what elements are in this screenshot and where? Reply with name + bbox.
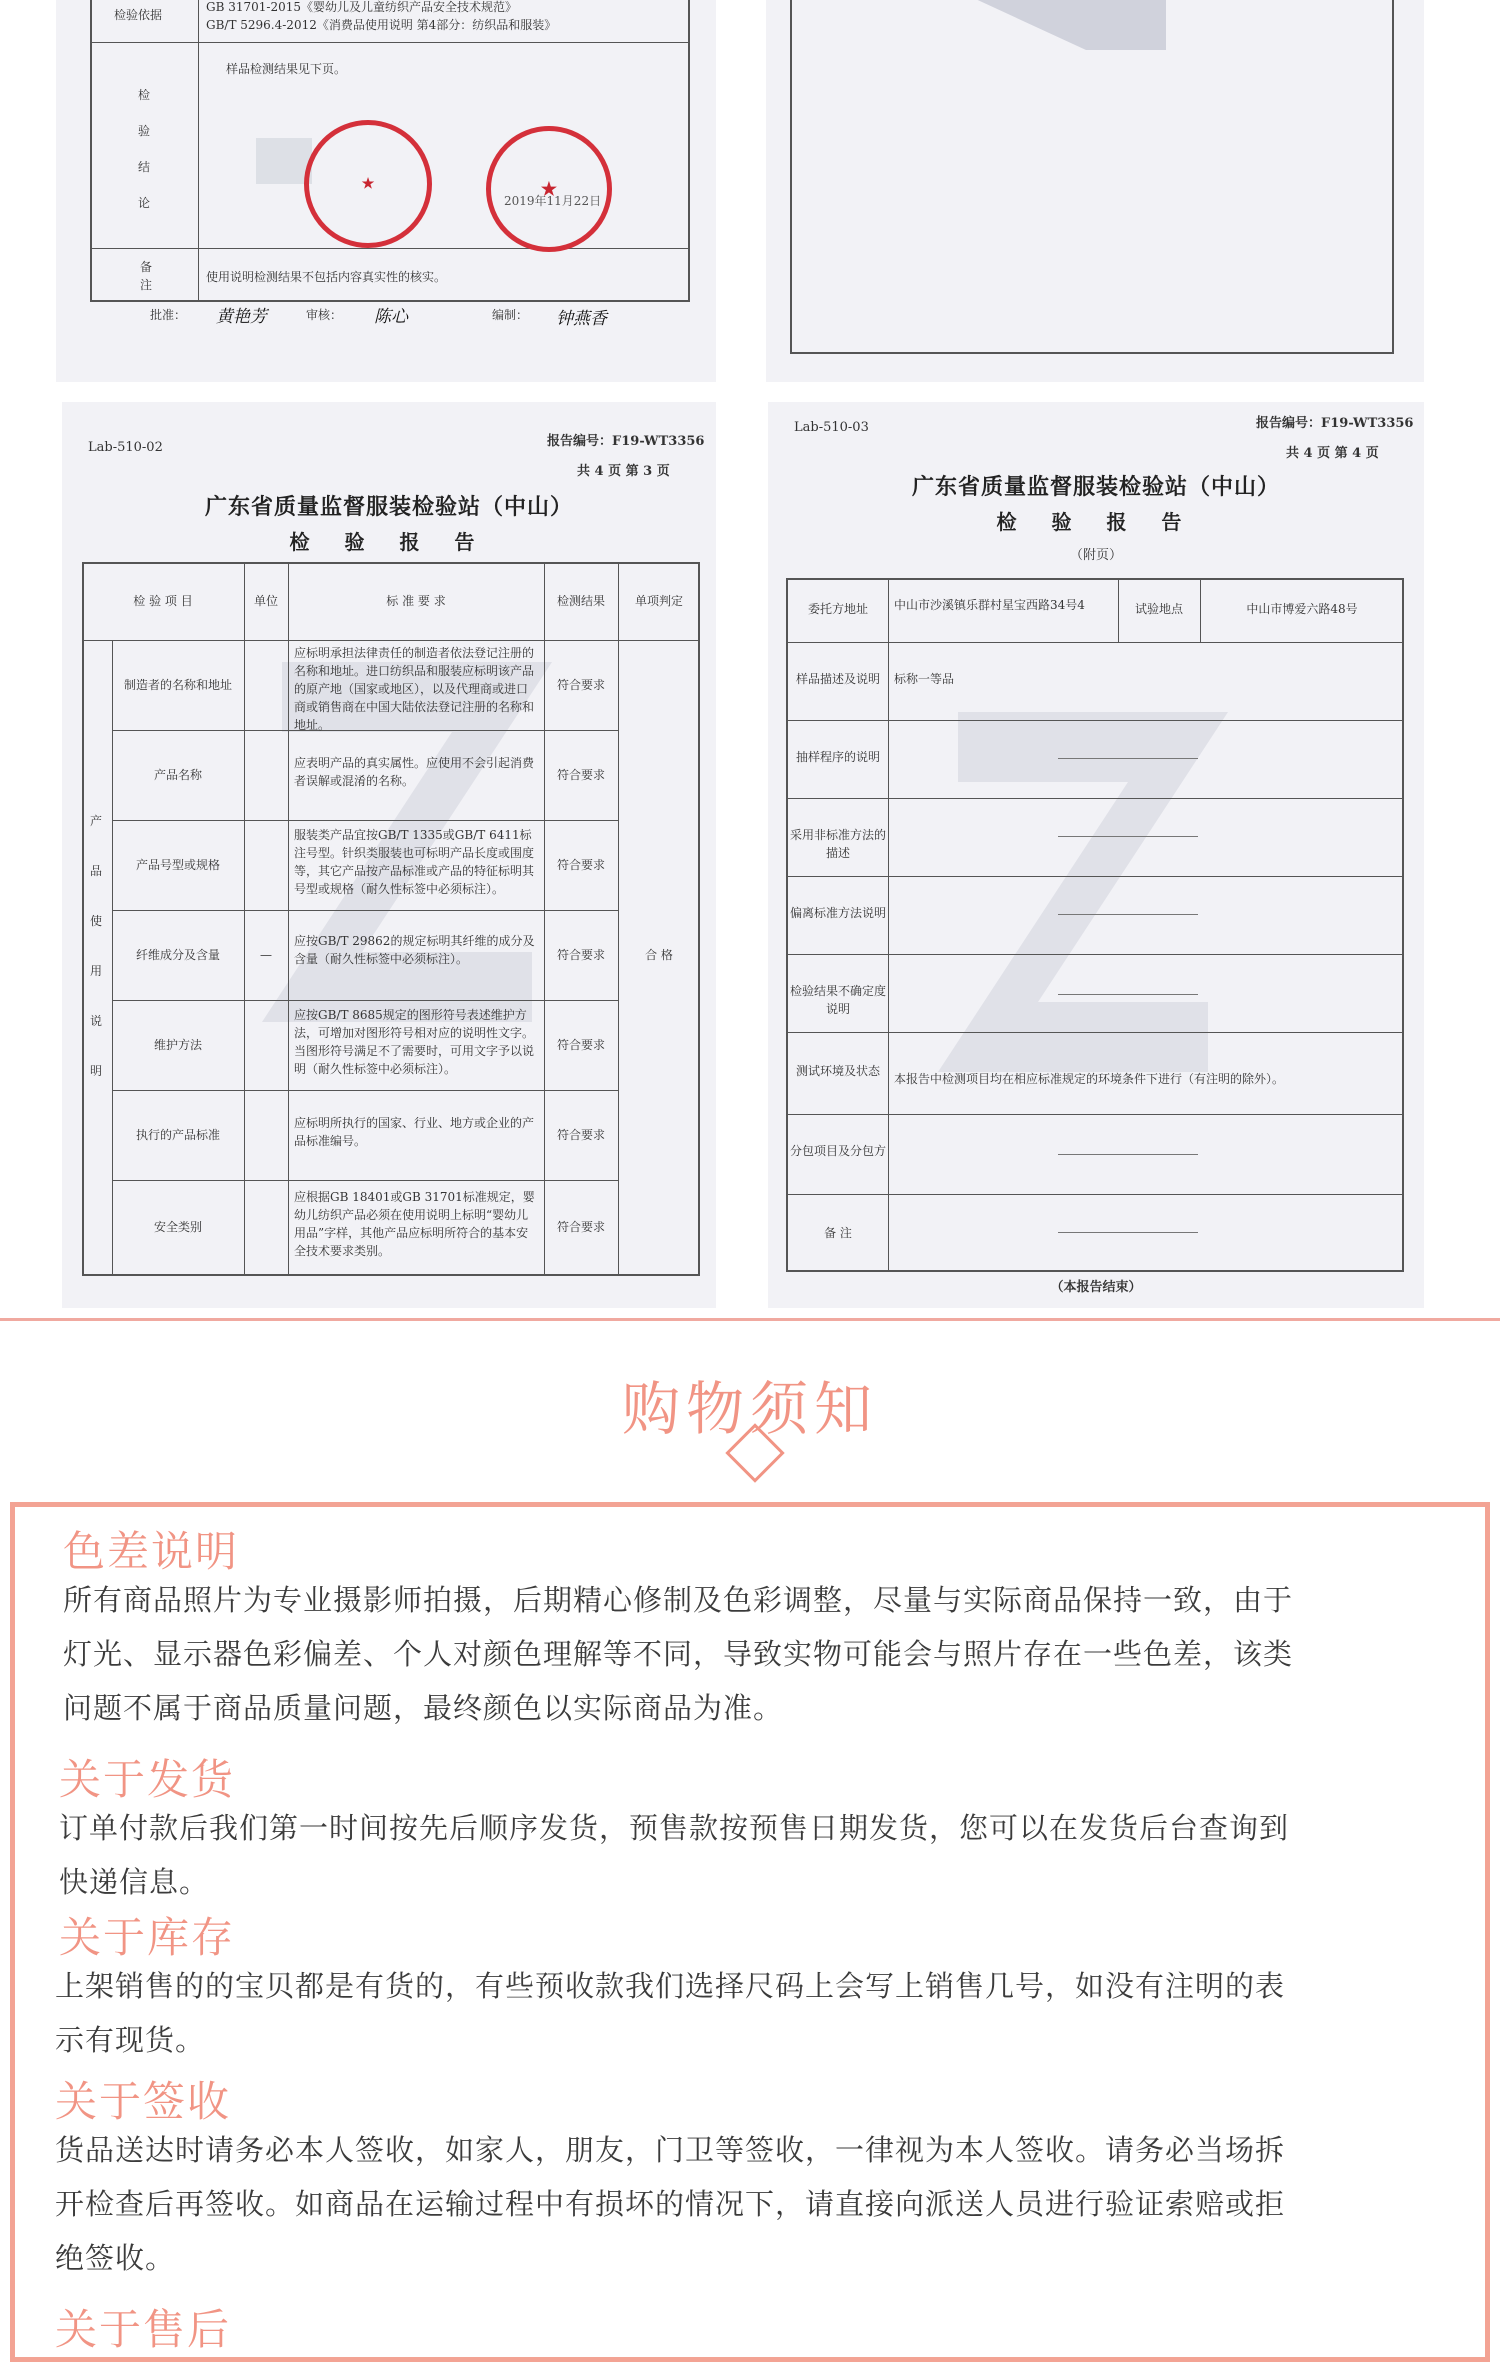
header-judgement: 单项判定 (634, 594, 683, 608)
row-requirement: 应按GB/T 8685规定的图形符号表述维护方法，可增加对图形符号相对应的说明性文字。当图形符号满足不了需要时，可用文字予以说明（耐久性标签中必须标注）。 (294, 1008, 535, 1076)
body-line: 开检查后再签收。如商品在运输过程中有损坏的情况下，请直接向派送人员进行验证索赔或拒 (55, 2187, 1286, 2221)
row-requirement: 应标明所执行的国家、行业、地方或企业的产品标准编号。 (294, 1116, 535, 1148)
body-line: 上架销售的的宝贝都是有货的，有些预收款我们选择尺码上会写上销售几号，如没有注明的表 (55, 1969, 1286, 2003)
doc-code: Lab-510-02 (88, 440, 163, 455)
report-number: 报告编号：F19-WT3356 (547, 434, 705, 449)
header-requirement: 标 准 要 求 (386, 594, 446, 608)
remark-label-2: 注 (140, 278, 153, 292)
review-signature: 陈心 (374, 307, 408, 327)
row-unit: — (260, 948, 272, 962)
row-requirement: 应根据GB 18401或GB 31701标准规定，婴幼儿纺织产品必须在使用说明上标明“婴幼儿用品”字样，其他产品应标明所符合的基本安全技术要求类别。 (294, 1190, 535, 1258)
heading-shipping: 关于发货 (59, 1755, 236, 1804)
page-number: 共 4 页 第 3 页 (577, 464, 670, 479)
row-result: 符合要求 (556, 1128, 605, 1142)
body-line: 快递信息。 (59, 1865, 210, 1899)
basis-label: 检验依据 (114, 8, 163, 22)
compile-label: 编制： (492, 308, 529, 322)
remark-label-1: 备 (140, 260, 153, 274)
annex-row-value: 标称一等品 (894, 672, 955, 686)
row-result: 符合要求 (556, 948, 605, 962)
row-requirement: 应表明产品的真实属性。应使用不会引起消费者误解或混淆的名称。 (294, 756, 535, 788)
heading-color-difference: 色差说明 (63, 1527, 240, 1576)
org-title: 广东省质量监督服装检验站（中山） (204, 494, 573, 520)
header-unit: 单位 (253, 594, 278, 608)
row-requirement: 应按GB/T 29862的规定标明其纤维的成分及含量（耐久性标签中必须标注）。 (294, 934, 535, 966)
annex-row-value: 本报告中检测项目均在相应标准规定的环境条件下进行（有注明的除外）。 (894, 1072, 1285, 1086)
conclusion-label-4: 论 (138, 196, 151, 210)
remark-text: 使用说明检测结果不包括内容真实性的核实。 (206, 270, 447, 284)
body-line: 货品送达时请务必本人签收，如家人，朋友，门卫等签收，一律视为本人签收。请务必当场拆 (55, 2133, 1286, 2167)
annex-row-label: 测试环境及状态 (795, 1064, 880, 1078)
annex-row-label: 检验结果不确定度说明 (790, 984, 887, 1016)
notice-box (10, 1502, 1490, 2362)
row-requirement: 服装类产品宜按GB/T 1335或GB/T 6411标注号型。针织类服装也可标明产品长度或围度等，其它产品按产品标准或产品的特征标明其号型或规格（耐久性标签中必须标注）。 (294, 828, 535, 896)
row-item: 产品名称 (153, 768, 202, 782)
body-line: 订单付款后我们第一时间按先后顺序发货，预售款按预售日期发货，您可以在发货后台查询到 (59, 1811, 1290, 1845)
group-label-char: 产 (90, 814, 103, 828)
org-title: 广东省质量监督服装检验站（中山） (911, 474, 1280, 500)
annex-row-label: 样品描述及说明 (795, 672, 880, 686)
compile-signature: 钟燕香 (556, 309, 607, 329)
body-line: 所有商品照片为专业摄影师拍摄，后期精心修制及色彩调整，尽量与实际商品保持一致，由于 (63, 1583, 1294, 1617)
row-result: 符合要求 (556, 858, 605, 872)
row-item: 维护方法 (153, 1038, 202, 1052)
row-requirement: 应标明承担法律责任的制造者依法登记注册的名称和地址。进口纺织品和服装应标明该产品的原产地（国家或地区），以及代理商或进口商或销售商在中国大陆依法登记注册的名称和地址。 (294, 646, 535, 732)
annex-row-label: 采用非标准方法的描述 (790, 828, 887, 860)
annex-row-label: 委托方地址 (807, 602, 868, 616)
test-site-label: 试验地点 (1134, 602, 1183, 616)
overall-judgement: 合 格 (645, 948, 673, 962)
report-page-4 (768, 402, 1424, 1308)
row-item: 制造者的名称和地址 (123, 678, 232, 692)
page-number: 共 4 页 第 4 页 (1286, 446, 1379, 461)
basis-line-1: GB 31701-2015《婴幼儿及儿童纺织产品安全技术规范》 (206, 0, 517, 14)
header-result: 检测结果 (556, 594, 605, 608)
inspection-stamp: ★ (486, 126, 612, 252)
body-line: 问题不属于商品质量问题，最终颜色以实际商品为准。 (63, 1691, 784, 1725)
conclusion-label-1: 检 (138, 88, 151, 102)
group-label-char: 品 (90, 864, 103, 878)
body-line: 灯光、显示器色彩偏差、个人对颜色理解等不同，导致实物可能会与照片存在一些色差，该类 (63, 1637, 1294, 1671)
stamp-date: 2019年11月22日 (504, 194, 602, 208)
annex-row-label: 偏离标准方法说明 (790, 906, 887, 920)
body-line: 绝签收。 (55, 2241, 176, 2275)
body-line: 示有现货。 (55, 2023, 206, 2057)
notice-title: 购物须知 (621, 1375, 878, 1443)
approve-signature: 黄艳芳 (216, 307, 267, 327)
row-result: 符合要求 (556, 1038, 605, 1052)
report-title: 检 验 报 告 (996, 510, 1196, 534)
annex-row-label: 抽样程序的说明 (795, 750, 880, 764)
report-end: （本报告结束） (1050, 1280, 1142, 1295)
annex-row-label: 备 注 (824, 1226, 852, 1240)
basis-line-2: GB/T 5296.4-2012《消费品使用说明 第4部分：纺织品和服装》 (206, 18, 557, 32)
group-label-char: 使 (90, 914, 103, 928)
annex-label: （附页） (1069, 548, 1122, 563)
row-item: 产品号型或规格 (135, 858, 220, 872)
row-item: 纤维成分及含量 (135, 948, 220, 962)
section-divider (0, 1318, 1500, 1321)
conclusion-label-2: 验 (138, 124, 151, 138)
test-site-value: 中山市博爱六路48号 (1246, 602, 1358, 616)
report-page-blank-bottom (766, 0, 1424, 382)
doc-code: Lab-510-03 (794, 420, 869, 435)
group-label-char: 明 (90, 1064, 103, 1078)
report-page-2-bottom (56, 0, 716, 382)
conclusion-text: 样品检测结果见下页。 (226, 62, 347, 76)
row-item: 执行的产品标准 (135, 1128, 220, 1142)
conclusion-label-3: 结 (138, 160, 151, 174)
group-label-char: 说 (90, 1014, 103, 1028)
row-result: 符合要求 (556, 1220, 605, 1234)
review-label: 审核： (306, 308, 343, 322)
heading-stock: 关于库存 (59, 1913, 236, 1962)
report-page-3 (62, 402, 716, 1308)
approve-label: 批准： (150, 308, 187, 322)
row-result: 符合要求 (556, 768, 605, 782)
annex-row-value: 中山市沙溪镇乐群村星宝西路34号4 (894, 598, 1085, 612)
row-result: 符合要求 (556, 678, 605, 692)
report-number: 报告编号：F19-WT3356 (1256, 416, 1414, 431)
heading-signing: 关于签收 (55, 2077, 232, 2126)
heading-after-sales: 关于售后 (55, 2305, 232, 2354)
watermark-z-icon (936, 0, 1176, 70)
row-item: 安全类别 (153, 1220, 202, 1234)
report-title: 检 验 报 告 (289, 530, 489, 554)
header-item: 检 验 项 目 (133, 594, 193, 608)
group-label-char: 用 (90, 964, 103, 978)
company-stamp: ★ (304, 120, 432, 248)
annex-row-label: 分包项目及分包方 (790, 1144, 887, 1158)
